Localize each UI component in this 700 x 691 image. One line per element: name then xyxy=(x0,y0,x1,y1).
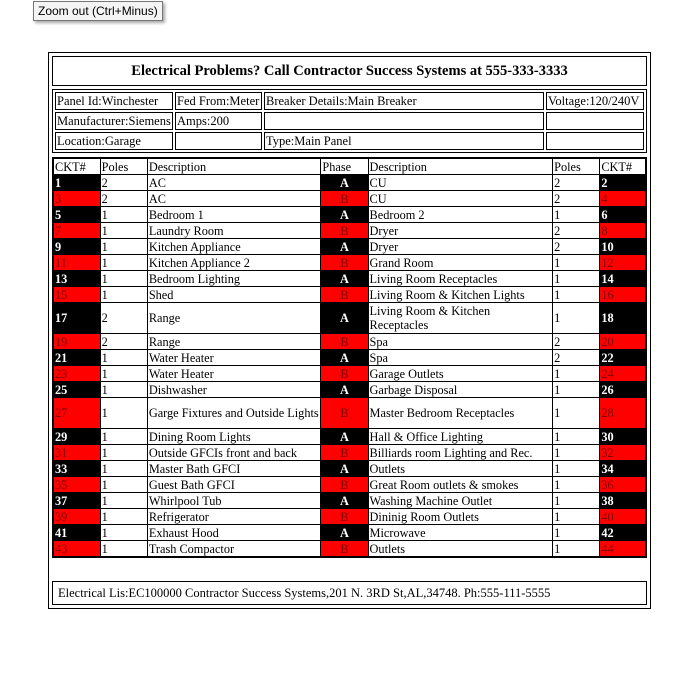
circuit-number-left: 37 xyxy=(53,493,100,509)
table-row xyxy=(53,382,646,398)
phase-cell: B xyxy=(321,398,368,429)
poles-right: 2 xyxy=(553,223,600,239)
poles-right: 1 xyxy=(553,366,600,382)
page-title: Electrical Problems? Call Contractor Success Systems at 555-333-3333 xyxy=(52,56,647,86)
poles-right: 2 xyxy=(553,191,600,207)
description-right: Garbage Disposal xyxy=(368,382,553,398)
phase-cell: B xyxy=(321,445,368,461)
phase-cell: A xyxy=(321,271,368,287)
table-row xyxy=(53,207,646,223)
table-row xyxy=(53,461,646,477)
poles-right: 1 xyxy=(553,287,600,303)
poles-right: 1 xyxy=(553,525,600,541)
description-right: Spa xyxy=(368,350,553,366)
circuit-number-left: 7 xyxy=(53,223,100,239)
circuit-number-right: 36 xyxy=(600,477,646,493)
table-row xyxy=(53,525,646,541)
circuit-number-right: 38 xyxy=(600,493,646,509)
poles-right: 1 xyxy=(553,477,600,493)
description-right: Grand Room xyxy=(368,255,553,271)
poles-left: 1 xyxy=(100,509,147,525)
circuit-number-left: 25 xyxy=(53,382,100,398)
header-row xyxy=(53,158,646,175)
description-left: AC xyxy=(147,175,321,191)
table-row xyxy=(53,239,646,255)
phase-cell: A xyxy=(321,493,368,509)
description-right: Hall & Office Lighting xyxy=(368,429,553,445)
phase-cell: A xyxy=(321,303,368,334)
circuit-number-right: 42 xyxy=(600,525,646,541)
circuit-number-left: 35 xyxy=(53,477,100,493)
poles-right: 1 xyxy=(553,461,600,477)
header-phase: Phase xyxy=(321,158,368,175)
poles-left: 1 xyxy=(100,223,147,239)
description-right: Billiards room Lighting and Rec. xyxy=(368,445,553,461)
description-left: Water Heater xyxy=(147,366,321,382)
poles-left: 1 xyxy=(100,429,147,445)
empty-cell xyxy=(546,112,644,130)
description-right: Living Room & Kitchen Receptacles xyxy=(368,303,553,334)
poles-left: 1 xyxy=(100,461,147,477)
poles-right: 1 xyxy=(553,509,600,525)
poles-right: 1 xyxy=(553,493,600,509)
poles-right: 1 xyxy=(553,398,600,429)
description-right: Washing Machine Outlet xyxy=(368,493,553,509)
description-right: Microwave xyxy=(368,525,553,541)
poles-right: 1 xyxy=(553,429,600,445)
description-left: Range xyxy=(147,303,321,334)
phase-cell: B xyxy=(321,287,368,303)
poles-right: 2 xyxy=(553,350,600,366)
circuit-number-right: 20 xyxy=(600,334,646,350)
poles-left: 1 xyxy=(100,382,147,398)
phase-cell: A xyxy=(321,239,368,255)
description-right: CU xyxy=(368,175,553,191)
phase-cell: B xyxy=(321,255,368,271)
description-left: Master Bath GFCI xyxy=(147,461,321,477)
description-right: Dininig Room Outlets xyxy=(368,509,553,525)
poles-left: 1 xyxy=(100,287,147,303)
description-right: CU xyxy=(368,191,553,207)
phase-cell: A xyxy=(321,350,368,366)
panel-type: Type:Main Panel xyxy=(264,132,544,150)
poles-left: 1 xyxy=(100,525,147,541)
circuit-table xyxy=(52,157,647,558)
circuit-number-left: 13 xyxy=(53,271,100,287)
table-row xyxy=(53,366,646,382)
header-description-right: Description xyxy=(368,158,553,175)
description-left: Kitchen Appliance xyxy=(147,239,321,255)
poles-right: 2 xyxy=(553,239,600,255)
table-row xyxy=(53,175,646,191)
description-left: Refrigerator xyxy=(147,509,321,525)
description-right: Outlets xyxy=(368,541,553,558)
circuit-number-left: 5 xyxy=(53,207,100,223)
description-left: Laundry Room xyxy=(147,223,321,239)
poles-right: 1 xyxy=(553,207,600,223)
phase-cell: B xyxy=(321,334,368,350)
circuit-number-left: 17 xyxy=(53,303,100,334)
header-ckt-left: CKT# xyxy=(53,158,100,175)
poles-right: 1 xyxy=(553,382,600,398)
circuit-number-right: 4 xyxy=(600,191,646,207)
circuit-number-right: 28 xyxy=(600,398,646,429)
table-row xyxy=(53,541,646,558)
description-left: Water Heater xyxy=(147,350,321,366)
table-row xyxy=(53,223,646,239)
header-description-left: Description xyxy=(147,158,321,175)
circuit-number-right: 14 xyxy=(600,271,646,287)
poles-right: 2 xyxy=(553,334,600,350)
table-row xyxy=(53,303,646,334)
description-right: Garage Outlets xyxy=(368,366,553,382)
empty-cell xyxy=(546,132,644,150)
description-right: Bedroom 2 xyxy=(368,207,553,223)
table-row xyxy=(53,493,646,509)
poles-left: 1 xyxy=(100,255,147,271)
poles-left: 1 xyxy=(100,398,147,429)
phase-cell: A xyxy=(321,175,368,191)
table-row xyxy=(53,287,646,303)
table-row xyxy=(53,334,646,350)
circuit-number-right: 2 xyxy=(600,175,646,191)
breaker-details: Breaker Details:Main Breaker xyxy=(264,92,544,110)
circuit-number-left: 9 xyxy=(53,239,100,255)
poles-left: 1 xyxy=(100,493,147,509)
circuit-number-right: 30 xyxy=(600,429,646,445)
poles-left: 2 xyxy=(100,303,147,334)
poles-left: 1 xyxy=(100,271,147,287)
description-left: Dining Room Lights xyxy=(147,429,321,445)
phase-cell: B xyxy=(321,541,368,558)
circuit-number-left: 33 xyxy=(53,461,100,477)
phase-cell: B xyxy=(321,191,368,207)
phase-cell: A xyxy=(321,429,368,445)
poles-left: 1 xyxy=(100,350,147,366)
panel-schedule xyxy=(48,52,651,609)
circuit-number-left: 39 xyxy=(53,509,100,525)
poles-right: 2 xyxy=(553,175,600,191)
circuit-number-right: 18 xyxy=(600,303,646,334)
poles-right: 1 xyxy=(553,445,600,461)
panel-info-table xyxy=(52,89,647,153)
circuit-number-left: 15 xyxy=(53,287,100,303)
poles-left: 1 xyxy=(100,207,147,223)
table-row xyxy=(53,398,646,429)
poles-left: 1 xyxy=(100,541,147,558)
poles-right: 1 xyxy=(553,271,600,287)
circuit-number-left: 31 xyxy=(53,445,100,461)
circuit-number-right: 16 xyxy=(600,287,646,303)
table-row xyxy=(53,350,646,366)
header-poles-right: Poles xyxy=(553,158,600,175)
phase-cell: A xyxy=(321,461,368,477)
description-left: Dishwasher xyxy=(147,382,321,398)
poles-left: 2 xyxy=(100,175,147,191)
phase-cell: B xyxy=(321,366,368,382)
circuit-number-right: 12 xyxy=(600,255,646,271)
description-left: Kitchen Appliance 2 xyxy=(147,255,321,271)
circuit-number-right: 10 xyxy=(600,239,646,255)
description-right: Outlets xyxy=(368,461,553,477)
phase-cell: B xyxy=(321,509,368,525)
header-poles-left: Poles xyxy=(100,158,147,175)
circuit-number-left: 3 xyxy=(53,191,100,207)
phase-cell: A xyxy=(321,525,368,541)
table-row xyxy=(53,255,646,271)
description-right: Dryer xyxy=(368,239,553,255)
voltage: Voltage:120/240V xyxy=(546,92,644,110)
circuit-number-left: 43 xyxy=(53,541,100,558)
table-row xyxy=(53,445,646,461)
description-right: Master Bedroom Receptacles xyxy=(368,398,553,429)
circuit-number-right: 8 xyxy=(600,223,646,239)
circuit-number-left: 1 xyxy=(53,175,100,191)
zoom-tooltip: Zoom out (Ctrl+Minus) xyxy=(33,1,163,21)
manufacturer: Manufacturer:Siemens xyxy=(55,112,173,130)
description-left: Range xyxy=(147,334,321,350)
panel-id: Panel Id:Winchester xyxy=(55,92,173,110)
poles-left: 1 xyxy=(100,477,147,493)
description-left: Guest Bath GFCI xyxy=(147,477,321,493)
table-row xyxy=(53,477,646,493)
description-right: Living Room Receptacles xyxy=(368,271,553,287)
table-row xyxy=(53,509,646,525)
circuit-number-left: 19 xyxy=(53,334,100,350)
circuit-number-left: 21 xyxy=(53,350,100,366)
circuit-number-left: 41 xyxy=(53,525,100,541)
description-left: Bedroom Lighting xyxy=(147,271,321,287)
poles-right: 1 xyxy=(553,255,600,271)
description-left: Outside GFCIs front and back xyxy=(147,445,321,461)
table-row xyxy=(53,429,646,445)
location: Location:Garage xyxy=(55,132,173,150)
phase-cell: A xyxy=(321,382,368,398)
phase-cell: B xyxy=(321,223,368,239)
fed-from: Fed From:Meter xyxy=(175,92,262,110)
description-left: Trash Compactor xyxy=(147,541,321,558)
circuit-number-right: 22 xyxy=(600,350,646,366)
circuit-number-right: 40 xyxy=(600,509,646,525)
circuit-number-right: 44 xyxy=(600,541,646,558)
poles-right: 1 xyxy=(553,303,600,334)
table-row xyxy=(53,191,646,207)
amps: Amps:200 xyxy=(175,112,262,130)
description-left: Garge Fixtures and Outside Lights xyxy=(147,398,321,429)
circuit-number-right: 34 xyxy=(600,461,646,477)
table-row xyxy=(53,271,646,287)
circuit-number-right: 24 xyxy=(600,366,646,382)
circuit-number-left: 29 xyxy=(53,429,100,445)
poles-left: 2 xyxy=(100,191,147,207)
poles-left: 1 xyxy=(100,366,147,382)
circuit-number-left: 23 xyxy=(53,366,100,382)
description-right: Living Room & Kitchen Lights xyxy=(368,287,553,303)
circuit-number-left: 27 xyxy=(53,398,100,429)
description-right: Dryer xyxy=(368,223,553,239)
header-ckt-right: CKT# xyxy=(600,158,646,175)
poles-right: 1 xyxy=(553,541,600,558)
description-right: Great Room outlets & smokes xyxy=(368,477,553,493)
description-left: Bedroom 1 xyxy=(147,207,321,223)
empty-cell xyxy=(264,112,544,130)
circuit-number-right: 26 xyxy=(600,382,646,398)
description-right: Spa xyxy=(368,334,553,350)
description-left: Shed xyxy=(147,287,321,303)
phase-cell: A xyxy=(321,207,368,223)
description-left: Whirlpool Tub xyxy=(147,493,321,509)
poles-left: 1 xyxy=(100,239,147,255)
description-left: AC xyxy=(147,191,321,207)
license-footer: Electrical Lis:EC100000 Contractor Success Systems,201 N. 3RD St,AL,34748. Ph:555-111-5555 xyxy=(52,581,647,605)
poles-left: 2 xyxy=(100,334,147,350)
poles-left: 1 xyxy=(100,445,147,461)
circuit-number-right: 6 xyxy=(600,207,646,223)
circuit-number-left: 11 xyxy=(53,255,100,271)
description-left: Exhaust Hood xyxy=(147,525,321,541)
phase-cell: B xyxy=(321,477,368,493)
circuit-number-right: 32 xyxy=(600,445,646,461)
empty-cell xyxy=(175,132,262,150)
